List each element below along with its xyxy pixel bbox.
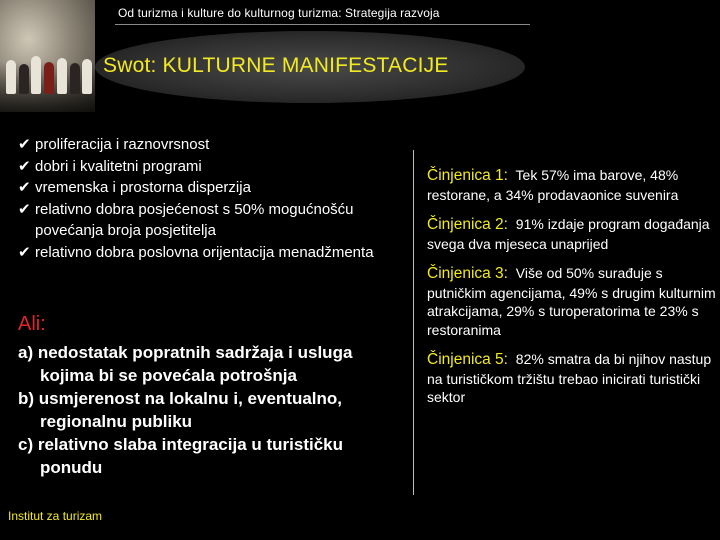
facts-list — [427, 166, 717, 418]
ali-heading: Ali: — [18, 313, 46, 335]
header-title: Od turizma i kulture do kulturnog turizma: Strategija razvoja — [118, 6, 440, 20]
slide-title: Swot: KULTURNE MANIFESTACIJE — [103, 54, 449, 77]
checkmark-icon: ✔ — [18, 157, 31, 175]
strength-item: ✔ relativno dobra posjećenost s 50% mogućnošću povećanja broja posjetitelja — [18, 200, 354, 239]
fact-item — [427, 350, 717, 407]
fact-text: Više od 50% surađuje s putničkim agencijama, 49% s drugim kulturnim atrakcijama, 29% s turoperatorima te 23% s restoranima — [427, 265, 716, 338]
strength-item: ✔ relativno dobra poslovna orijentacija menadžmenta — [18, 242, 398, 264]
fact-item — [427, 215, 717, 253]
folk-dancers-photo — [0, 0, 95, 112]
weakness-item: b) usmjerenost na lokalnu i, eventualno, regionalnu publiku — [18, 389, 343, 431]
weakness-item: c) relativno slaba integracija u turističku ponudu — [18, 435, 343, 477]
strength-item: ✔ dobri i kvalitetni programi — [18, 156, 398, 178]
fact-text: 82% smatra da bi njihov nastup na turističkom tržištu trebao inicirati turistički sektor — [427, 351, 712, 405]
fact-item — [427, 264, 717, 339]
fact-text: Tek 57% ima barove, 48% restorane, a 34% prodavaonice suvenira — [427, 167, 679, 203]
strength-item: ✔ proliferacija i raznovrsnost — [18, 134, 398, 156]
checkmark-icon: ✔ — [18, 200, 31, 218]
column-divider — [413, 150, 414, 495]
fact-label: Činjenica 5: — [427, 351, 508, 368]
fact-label: Činjenica 3: — [427, 265, 508, 282]
strengths-list — [18, 134, 398, 263]
fact-label: Činjenica 1: — [427, 167, 508, 184]
fact-label: Činjenica 2: — [427, 216, 508, 233]
header-divider — [115, 24, 530, 25]
checkmark-icon: ✔ — [18, 243, 31, 261]
fact-item — [427, 166, 717, 204]
fact-text: 91% izdaje program događanja svega dva mjeseca unaprijed — [427, 216, 710, 252]
checkmark-icon: ✔ — [18, 136, 31, 153]
strength-item: ✔ vremenska i prostorna disperzija — [18, 177, 398, 199]
footer-institute: Institut za turizam — [8, 509, 103, 523]
checkmark-icon: ✔ — [18, 179, 31, 196]
weaknesses-list — [18, 341, 403, 479]
weakness-item: a) nedostatak popratnih sadržaja i usluga kojima bi se povećala potrošnja — [18, 343, 353, 385]
